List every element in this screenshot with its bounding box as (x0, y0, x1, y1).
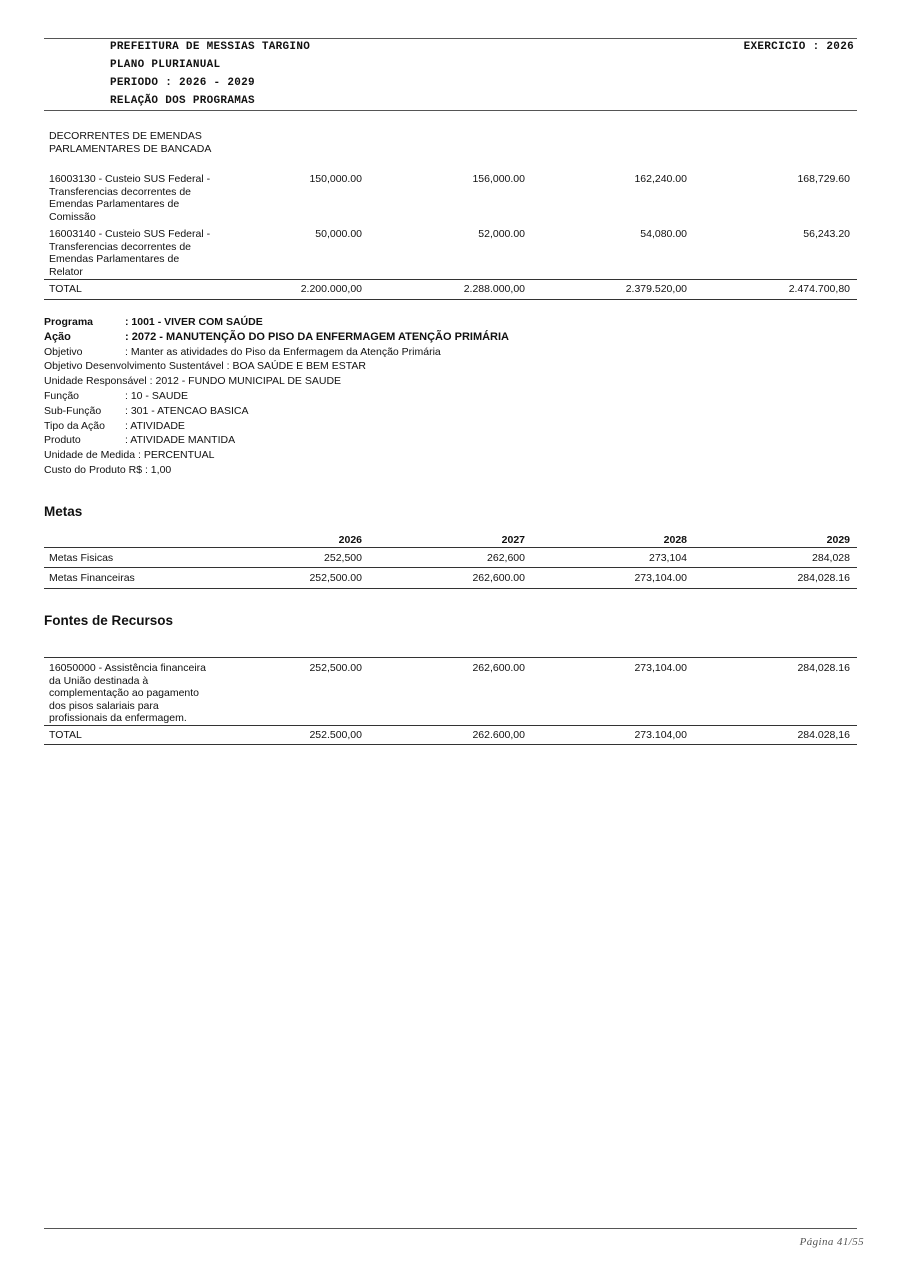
unidade-medida: Unidade de Medida : PERCENTUAL (44, 449, 215, 462)
header-bottom-rule (44, 110, 857, 111)
value-cell: 284,028 (812, 551, 850, 564)
value-cell: 252,500.00 (309, 572, 362, 584)
objetivo-value: : Manter as atividades do Piso da Enfermagem da Atenção Primária (125, 345, 441, 358)
header-exercise: EXERCICIO : 2026 (743, 41, 854, 53)
table-row (44, 547, 857, 568)
total-cell: 2.288.000,00 (463, 283, 525, 295)
unidade-responsavel: Unidade Responsável : 2012 - FUNDO MUNICIPAL DE SAUDE (44, 375, 342, 388)
header-plan: PLANO PLURIANUAL (110, 59, 221, 71)
value-cell: 252,500 (324, 551, 362, 564)
metas-header-row (44, 531, 857, 547)
programa-label: Programa (44, 316, 94, 328)
total-row (44, 725, 857, 745)
custo-produto: Custo do Produto R$ : 1,00 (44, 463, 172, 476)
table-row (44, 130, 857, 173)
header-report: RELAÇÃO DOS PROGRAMAS (110, 95, 255, 107)
total-cell: 2.474.700,80 (788, 283, 850, 295)
total-cell: 284.028,16 (797, 728, 850, 741)
value-cell: 50,000.00 (315, 228, 362, 240)
table-row (44, 658, 857, 726)
value-cell: 284,028.16 (797, 662, 850, 674)
fontes-title: Fontes de Recursos (44, 613, 174, 628)
total-label: TOTAL (49, 283, 82, 295)
total-cell: 2.200.000,00 (300, 283, 362, 295)
value-cell: 162,240.00 (634, 173, 687, 185)
year-header: 2027 (501, 534, 525, 546)
header-top-rule (44, 38, 857, 39)
value-cell: 168,729.60 (797, 173, 850, 185)
produto-value: : ATIVIDADE MANTIDA (125, 434, 236, 447)
group-label: DECORRENTES DE EMENDAS PARLAMENTARES DE BANCADA (49, 130, 212, 155)
total-cell: 2.379.520,00 (625, 283, 687, 295)
total-cell: 252.500,00 (309, 728, 362, 741)
value-cell: 54,080.00 (640, 228, 687, 240)
funcao-label: Função (44, 389, 80, 402)
objetivo-label: Objetivo (44, 345, 83, 358)
table-row (44, 568, 857, 589)
value-cell: 156,000.00 (472, 173, 525, 185)
year-header: 2028 (663, 534, 687, 546)
metas-title: Metas (44, 504, 83, 519)
header-period: PERIODO : 2026 - 2029 (110, 77, 255, 89)
objetivo-desenvolvimento: Objetivo Desenvolvimento Sustentável : BOA SAÚDE E BEM ESTAR (44, 360, 366, 373)
row-label: Metas Fisicas (49, 551, 114, 564)
acao-label: Ação (44, 330, 71, 343)
row-label: 16050000 - Assistência financeira da União destinada à complementação ao pagamento dos pisos salariais para profissionais da enfermagem. (49, 662, 207, 724)
row-label: 16003130 - Custeio SUS Federal - Transferencias decorrentes de Emendas Parlamentares de Comissão (49, 173, 211, 223)
header-municipality: PREFEITURA DE MESSIAS TARGINO (110, 41, 311, 53)
metas-table (44, 531, 857, 589)
value-cell: 262,600 (487, 551, 525, 564)
value-cell: 273,104 (649, 551, 687, 564)
total-label: TOTAL (49, 728, 82, 741)
tipo-acao-label: Tipo da Ação (44, 419, 105, 432)
total-cell: 273.104,00 (634, 728, 687, 741)
program-info (44, 315, 509, 478)
value-cell: 252,500.00 (309, 662, 362, 674)
row-label: 16003140 - Custeio SUS Federal - Transferencias decorrentes de Emendas Parlamentares de Relator (49, 228, 211, 278)
produto-label: Produto (44, 434, 81, 447)
sources-continuation-table (44, 130, 857, 300)
acao-value: : 2072 - MANUTENÇÃO DO PISO DA ENFERMAGEM ATENÇÃO PRIMÁRIA (125, 330, 510, 343)
table-row (44, 228, 857, 280)
value-cell: 273,104.00 (634, 572, 687, 584)
value-cell: 262,600.00 (472, 572, 525, 584)
value-cell: 150,000.00 (309, 173, 362, 185)
tipo-acao-value: : ATIVIDADE (125, 419, 185, 432)
total-row (44, 280, 857, 300)
value-cell: 284,028.16 (797, 572, 850, 584)
table-row (44, 173, 857, 228)
value-cell: 273,104.00 (634, 662, 687, 674)
value-cell: 56,243.20 (803, 228, 850, 240)
value-cell: 262,600.00 (472, 662, 525, 674)
year-header: 2029 (826, 534, 850, 546)
subfuncao-label: Sub-Função (44, 404, 102, 417)
fontes-table (44, 657, 857, 745)
year-header: 2026 (338, 534, 362, 546)
total-cell: 262.600,00 (472, 728, 525, 741)
subfuncao-value: : 301 - ATENCAO BASICA (125, 404, 249, 417)
page-number: Página 41/55 (799, 1236, 864, 1248)
programa-value: : 1001 - VIVER COM SAÚDE (125, 316, 263, 328)
row-label: Metas Financeiras (49, 572, 135, 584)
value-cell: 52,000.00 (478, 228, 525, 240)
footer-rule (44, 1228, 857, 1229)
funcao-value: : 10 - SAUDE (125, 389, 189, 402)
